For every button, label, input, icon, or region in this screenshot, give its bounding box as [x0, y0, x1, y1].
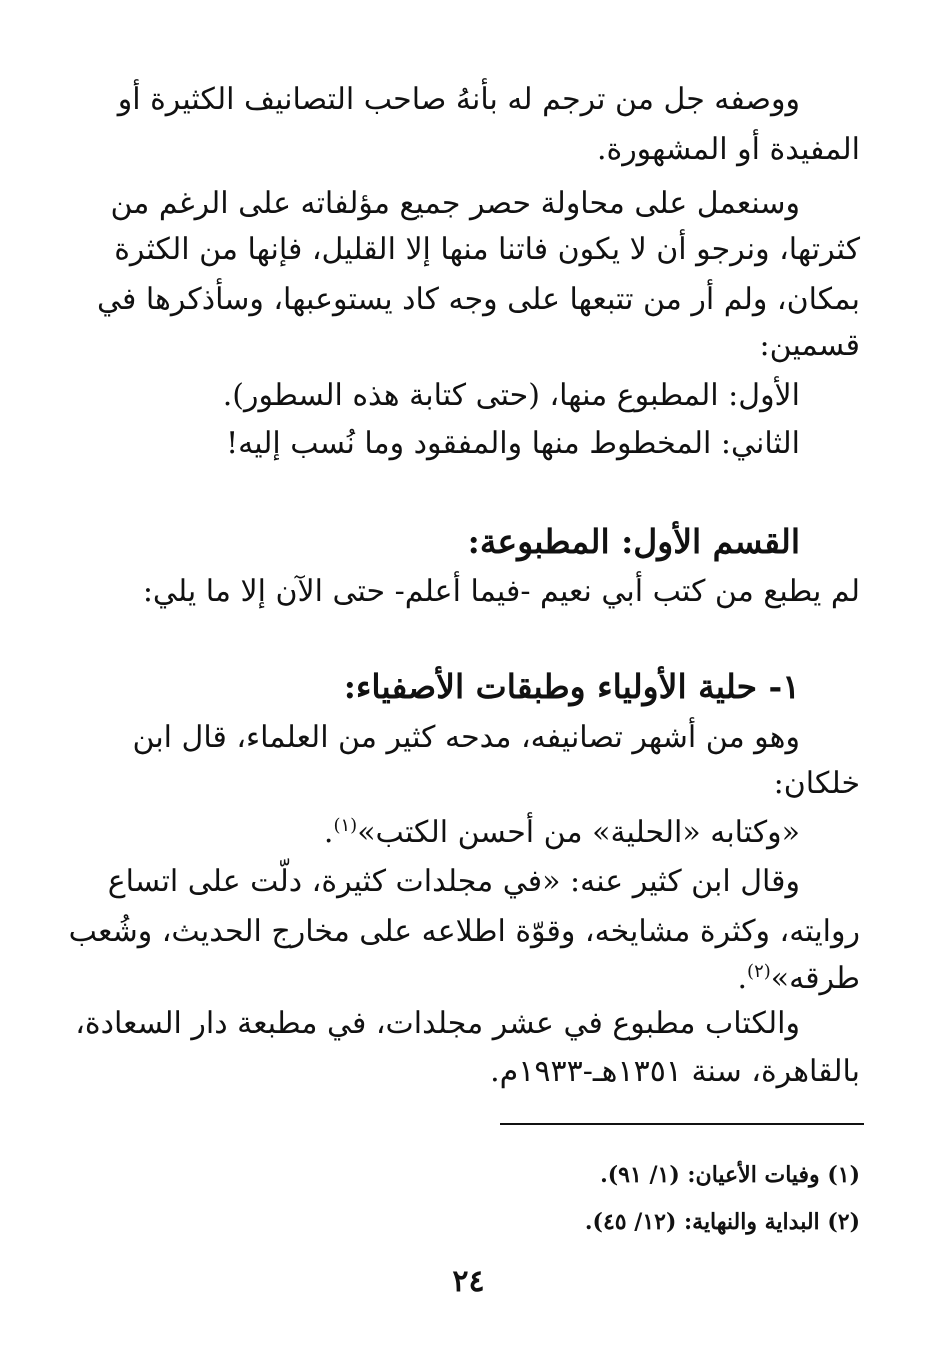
paragraph-2-line-2: كثرتها، ونرجو أن لا يكون فاتنا منها إلا القليل، فإنها من الكثرة — [114, 232, 860, 267]
paragraph-4-line-3 — [138, 952, 860, 999]
footnote-2: (٢) البداية والنهاية: (١٢/ ٤٥). — [584, 1209, 860, 1235]
paragraph-3-line-2: خلكان: — [773, 766, 860, 801]
footnote-ref-1: (١) — [333, 815, 358, 836]
paragraph-2-line-3: بمكان، ولم أر من تتبعها على وجه كاد يستوعبها، وسأذكرها في — [97, 282, 860, 317]
paragraph-2-line-4: قسمين: — [759, 328, 860, 363]
book-subheading: ١- حلية الأولياء وطبقات الأصفياء: — [343, 667, 800, 706]
paragraph-1-line-1: ووصفه جل من ترجم له بأنهُ صاحب التصانيف الكثيرة أو — [117, 82, 800, 117]
section-intro: لم يطبع من كتب أبي نعيم -فيما أعلم- حتى الآن إلا ما يلي: — [142, 574, 860, 609]
footnote-separator — [500, 1123, 864, 1125]
paragraph-4-line-2: روايته، وكثرة مشايخه، وقوّة اطلاعه على مخارج الحديث، وشُعب — [68, 914, 860, 949]
paragraph-1-line-2: المفيدة أو المشهورة. — [596, 132, 860, 167]
quote-end: . — [323, 815, 334, 850]
list-item-manuscript: الثاني: المخطوط منها والمفقود وما نُسب إليه! — [226, 426, 800, 461]
footnote-ref-2: (٢) — [747, 961, 771, 982]
paragraph-3-line-1: وهو من أشهر تصانيفه، مدحه كثير من العلماء، قال ابن — [132, 720, 800, 755]
footnote-1: (١) وفيات الأعيان: (١/ ٩١). — [600, 1162, 860, 1188]
quote-ibn-khallikan — [138, 806, 800, 853]
paragraph-5-line-1: والكتاب مطبوع في عشر مجلدات، في مطبعة دار السعادة، — [75, 1006, 800, 1041]
section-heading: القسم الأول: المطبوعة: — [467, 522, 800, 561]
quote-text: «وكتابه «الحلية» من أحسن الكتب» — [357, 815, 800, 850]
paragraph-4-end: . — [737, 961, 748, 996]
paragraph-5-line-2: بالقاهرة، سنة ١٣٥١هـ-١٩٣٣م. — [490, 1054, 860, 1089]
page-number: ٢٤ — [452, 1264, 485, 1299]
list-item-printed: الأول: المطبوع منها، (حتى كتابة هذه السطور). — [222, 378, 800, 413]
paragraph-2-line-1: وسنعمل على محاولة حصر جميع مؤلفاته على الرغم من — [110, 186, 800, 221]
paragraph-4-line-1: وقال ابن كثير عنه: «في مجلدات كثيرة، دلّت على اتساع — [107, 864, 800, 899]
paragraph-4-line-3-text: طرقه» — [770, 961, 860, 996]
